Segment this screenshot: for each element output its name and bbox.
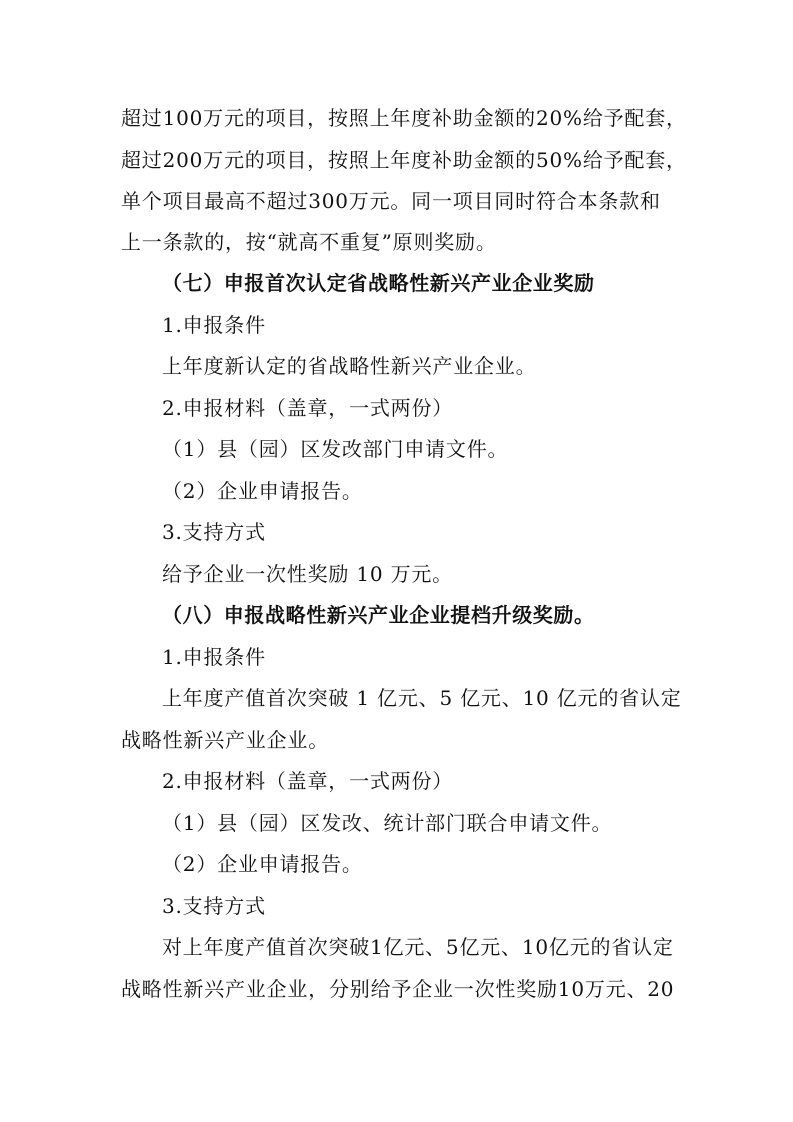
- body-text-line: 上年度产值首次突破 1 亿元、5 亿元、10 亿元的省认定: [162, 686, 682, 710]
- section-heading-7: （七）申报首次认定省战略性新兴产业企业奖励: [162, 271, 595, 295]
- body-text-line: 超过200万元的项目，按照上年度补助金额的50%给予配套，: [121, 148, 687, 172]
- body-text-line: 战略性新兴产业企业。: [121, 728, 329, 752]
- list-item: （1）县（园）区发改部门申请文件。: [162, 437, 509, 461]
- subheading-support: 3.支持方式: [162, 520, 266, 544]
- list-item: （2）企业申请报告。: [162, 852, 363, 876]
- body-text-line: 战略性新兴产业企业，分别给予企业一次性奖励10万元、20: [121, 977, 675, 1001]
- body-text-line: 对上年度产值首次突破1亿元、5亿元、10亿元的省认定: [162, 935, 674, 959]
- subheading-conditions: 1.申报条件: [162, 645, 266, 669]
- list-item: （1）县（园）区发改、统计部门联合申请文件。: [162, 811, 613, 835]
- subheading-materials: 2.申报材料（盖章，一式两份）: [162, 396, 454, 420]
- body-text-line: 上年度新认定的省战略性新兴产业企业。: [162, 354, 537, 378]
- body-text-line: 超过100万元的项目，按照上年度补助金额的20%给予配套，: [121, 106, 687, 130]
- list-item: （2）企业申请报告。: [162, 479, 363, 503]
- section-heading-8: （八）申报战略性新兴产业企业提档升级奖励。: [162, 603, 595, 627]
- body-text-line: 上一条款的，按“就高不重复”原则奖励。: [121, 230, 497, 254]
- subheading-conditions: 1.申报条件: [162, 313, 266, 337]
- body-text-line: 给予企业一次性奖励 10 万元。: [162, 562, 453, 586]
- subheading-materials: 2.申报材料（盖章，一式两份）: [162, 769, 454, 793]
- body-text-line: 单个项目最高不超过300万元。同一项目同时符合本条款和: [121, 189, 661, 213]
- subheading-support: 3.支持方式: [162, 894, 266, 918]
